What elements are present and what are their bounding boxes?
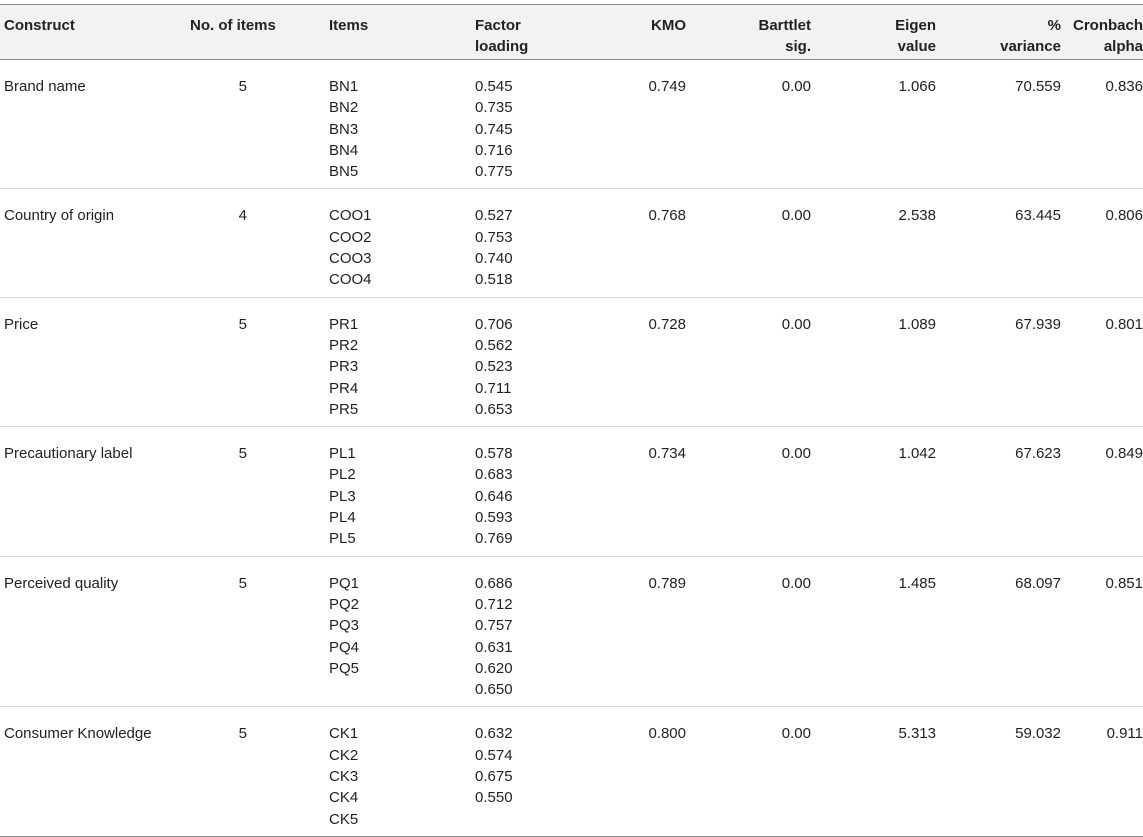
variance-cell: 63.445 [1015,207,1061,225]
items-cell-entry: BN5 [329,163,359,181]
header-bartlett [686,5,811,59]
factor-loading-cell [413,557,561,707]
cronbach-alpha-cell: 0.806 [1105,207,1143,225]
table-row [0,298,1143,427]
factor-loading-cell [413,60,561,188]
kmo-cell: 0.768 [648,207,686,225]
factor-loading-cell-entry: 0.593 [475,509,513,527]
eigen-value-cell: 1.485 [898,574,936,592]
construct-cell: Price [4,315,39,333]
kmo-cell: 0.749 [648,78,686,95]
bartlett-cell: 0.00 [781,725,811,743]
factor-loading-cell-entry: 0.550 [475,789,513,807]
eigen-value-cell: 1.042 [898,445,936,463]
header-alpha-line2: alpha [1103,38,1143,55]
factor-loading-cell-entry: 0.753 [475,228,513,246]
factor-loading-cell-entry: 0.650 [475,681,513,699]
factor-loading-cell-entry: 0.574 [475,746,513,764]
factor-loading-cell-entry: 0.735 [475,99,513,117]
items-cell-entry: COO1 [329,207,372,225]
items-cell-entry: CK1 [329,725,359,743]
construct-cell: Perceived quality [4,574,119,592]
bartlett-cell: 0.00 [781,445,811,463]
items-cell-entry: BN2 [329,99,359,117]
items-cell-entry: PL2 [329,466,356,484]
items-cell [270,60,413,188]
header-kmo: KMO [651,17,686,34]
cronbach-alpha-cell: 0.849 [1105,445,1143,463]
kmo-cell: 0.789 [648,574,686,592]
cronbach-alpha-cell: 0.911 [1106,725,1143,743]
eigen-value-cell: 5.313 [898,725,936,743]
variance-cell: 67.939 [1015,315,1061,333]
items-cell [270,707,413,835]
factor-loading-cell-entry: 0.646 [475,487,513,505]
factor-loading-cell-entry: 0.686 [475,574,513,592]
header-factor-loading [413,5,561,59]
construct-cell: Brand name [4,78,86,95]
construct-cell: Country of origin [4,207,115,225]
factor-loading-cell-entry: 0.527 [475,207,513,225]
items-cell-entry: PR3 [329,358,359,376]
factor-loading-cell [413,707,561,835]
header-cronbach-alpha [1061,5,1143,59]
header-variance-line1: % [1047,17,1061,34]
no-items-cell: 5 [238,445,247,463]
factor-loading-cell-entry: 0.757 [475,617,513,635]
items-cell-entry: PR2 [329,336,359,354]
factor-loading-cell-entry: 0.562 [475,336,513,354]
construct-cell: Consumer Knowledge [4,725,152,743]
items-cell [270,298,413,426]
header-eigen-line2: value [897,38,936,55]
items-cell-entry: PL1 [329,445,356,463]
items-cell-entry: BN1 [329,78,359,95]
items-cell [270,427,413,555]
header-variance-line2: variance [1000,38,1061,55]
header-items: Items [329,17,369,34]
factor-loading-cell-entry: 0.745 [475,120,513,138]
items-cell-entry: CK5 [329,810,359,828]
factor-loading-cell [413,427,561,555]
variance-cell: 70.559 [1015,78,1061,95]
factor-loading-cell-entry: 0.769 [475,530,513,548]
factor-loading-cell [413,298,561,426]
items-cell-entry: COO4 [329,271,372,289]
items-cell-entry: COO2 [329,228,372,246]
factor-loading-cell-entry: 0.545 [475,78,513,95]
items-cell-entry: PQ4 [329,638,360,656]
header-construct: Construct [4,17,75,34]
items-cell-entry: CK4 [329,789,359,807]
factor-loading-cell-entry: 0.740 [475,250,513,268]
eigen-value-cell: 1.066 [898,78,936,95]
cronbach-alpha-cell: 0.851 [1105,574,1143,592]
factor-loading-cell-entry: 0.683 [475,466,513,484]
items-cell-entry: CK3 [329,768,359,786]
factor-loading-cell-entry: 0.775 [475,163,513,181]
items-cell-entry: PR5 [329,400,359,418]
items-cell-entry: PL4 [329,509,356,527]
variance-cell: 59.032 [1015,725,1061,743]
factor-loading-cell-entry: 0.716 [475,141,513,159]
no-items-cell: 5 [238,725,247,743]
factor-loading-cell-entry: 0.653 [475,400,513,418]
header-bartlett-line2: sig. [785,38,811,55]
factor-loading-cell-entry: 0.632 [475,725,513,743]
bartlett-cell: 0.00 [781,574,811,592]
factor-loading-cell-entry: 0.518 [475,271,513,289]
factor-loading-cell [413,189,561,296]
table-row [0,427,1143,556]
factor-loading-cell-entry: 0.523 [475,358,513,376]
table-body [0,60,1143,837]
cronbach-alpha-cell: 0.801 [1105,315,1143,333]
factor-loading-cell-entry: 0.711 [475,379,512,397]
header-variance [936,5,1061,59]
items-cell-entry: PR4 [329,379,359,397]
kmo-cell: 0.728 [648,315,686,333]
eigen-value-cell: 1.089 [898,315,936,333]
factor-loading-cell-entry: 0.578 [475,445,513,463]
items-cell-entry: PL3 [329,487,356,505]
bartlett-cell: 0.00 [781,207,811,225]
no-items-cell: 5 [238,574,247,592]
header-bartlett-line1: Barttlet [758,17,811,34]
items-cell-entry: PL5 [329,530,356,548]
header-no-items: No. of items [190,17,276,34]
table-header [0,4,1143,60]
bartlett-cell: 0.00 [781,78,811,95]
cronbach-alpha-cell: 0.836 [1105,78,1143,95]
bartlett-cell: 0.00 [781,315,811,333]
items-cell [270,189,413,296]
table-row [0,60,1143,189]
table-row [0,189,1143,297]
factor-loading-cell-entry: 0.620 [475,659,513,677]
items-cell-entry: PR1 [329,315,359,333]
header-eigen [811,5,936,59]
kmo-cell: 0.800 [648,725,686,743]
kmo-cell: 0.734 [648,445,686,463]
header-eigen-line1: Eigen [895,17,936,34]
items-cell-entry: BN4 [329,141,359,159]
eigen-value-cell: 2.538 [898,207,936,225]
factor-loading-cell-entry: 0.712 [475,595,513,613]
table-row [0,707,1143,836]
header-factor-loading-line2: loading [475,38,529,55]
no-items-cell: 5 [238,315,247,333]
items-cell-entry: PQ3 [329,617,360,635]
items-cell-entry: PQ1 [329,574,360,592]
items-cell-entry: BN3 [329,120,359,138]
items-cell-entry: CK2 [329,746,359,764]
factor-loading-cell-entry: 0.706 [475,315,513,333]
header-factor-loading-line1: Factor [475,17,521,34]
factor-loading-cell-entry: 0.631 [475,638,513,656]
table-row [0,557,1143,708]
items-cell-entry: COO3 [329,250,372,268]
variance-cell: 67.623 [1015,445,1061,463]
factor-loading-cell-entry: 0.675 [475,768,513,786]
no-items-cell: 4 [238,207,247,225]
no-items-cell: 5 [238,78,247,95]
items-cell-entry: PQ5 [329,659,360,677]
header-alpha-line1: Cronbach [1072,17,1143,34]
items-cell [270,557,413,707]
construct-cell: Precautionary label [4,445,133,463]
items-cell-entry: PQ2 [329,595,360,613]
variance-cell: 68.097 [1015,574,1061,592]
factor-analysis-table [0,4,1143,837]
